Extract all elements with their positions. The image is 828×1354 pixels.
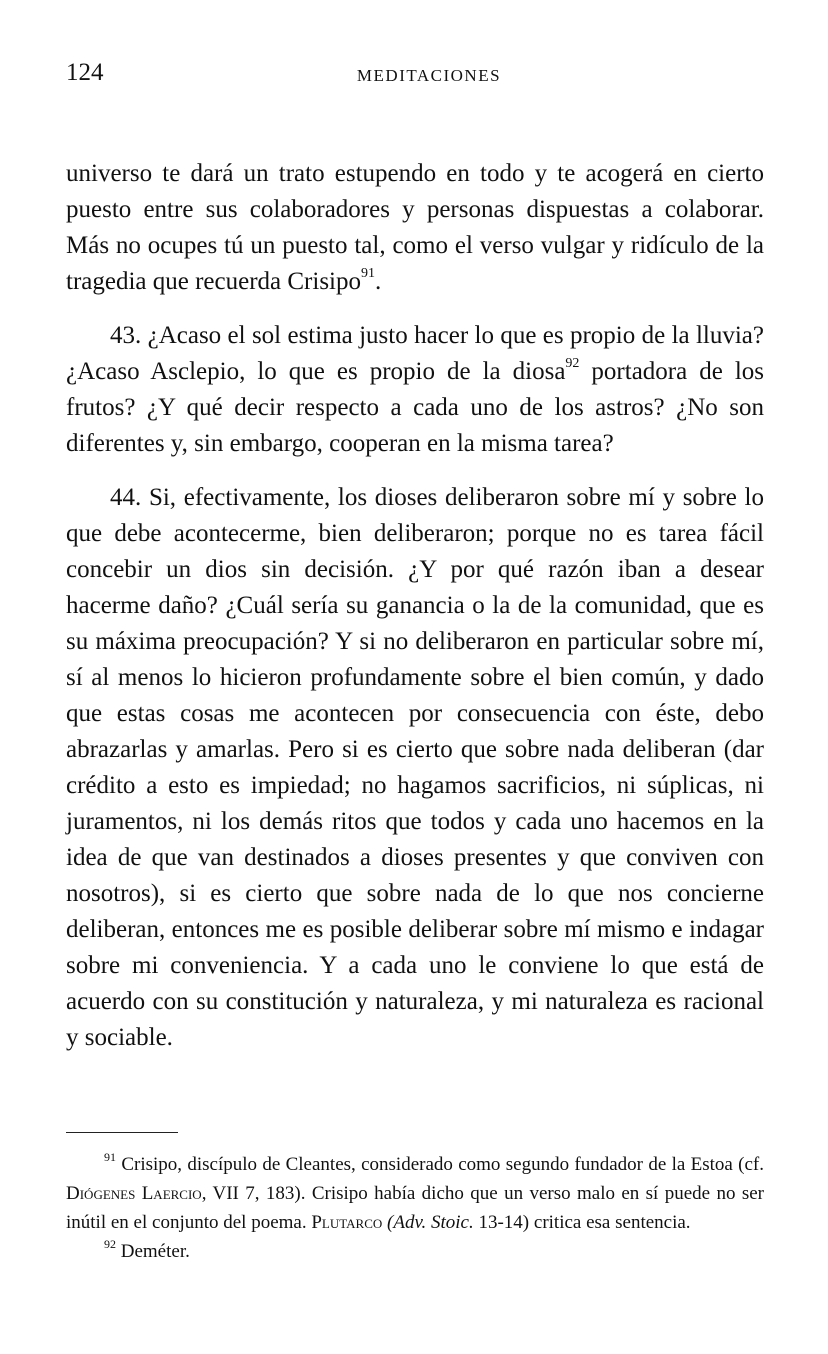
paragraph-continuation bbox=[66, 156, 764, 300]
running-title: MEDITACIONES bbox=[356, 66, 502, 85]
footnote-text: Crisipo, discípulo de Cleantes, considerado como segundo fundador de la Estoa (cf. bbox=[116, 1154, 764, 1175]
footnote-separator bbox=[66, 1132, 178, 1133]
footnote-92 bbox=[66, 1237, 764, 1266]
author-name: Plutarco bbox=[311, 1212, 383, 1233]
footnote-text: , VII 7, 183). Crisipo había dicho que un verso malo en sí puede no ser inútil en el conjunto del poema. bbox=[66, 1183, 764, 1233]
footnotes bbox=[66, 1150, 764, 1266]
paragraph-text: universo te dará un trato estupendo en todo y te acogerá en cierto puesto entre sus colaboradores y personas dispuestas a colaborar. Más no ocupes tú un puesto tal, como el verso vulgar y ridículo de la tragedia que recuerda Crisipo bbox=[66, 160, 764, 295]
footnote-91 bbox=[66, 1150, 764, 1237]
paragraph-text: 43. ¿Acaso el sol estima justo hacer lo que es propio de la lluvia? ¿Acaso Asclepio, lo que es propio de la diosa bbox=[66, 322, 764, 385]
footnote-ref-91: 91 bbox=[361, 266, 376, 281]
paragraph-44: 44. Si, efectivamente, los dioses deliberaron sobre mí y sobre lo que debe acontecerme, bien deliberaron; porque no es tarea fácil concebir un dios sin decisión. ¿Y por qué razón iban a desear hacerme daño? ¿Cuál sería su ganancia o la de la comunidad, que es su máxima preocupación? Y si no deliberaron en particular sobre mí, sí al menos lo hicieron profundamente sobre el bien común, y dado que estas cosas me acontecen por consecuencia con éste, debo abrazarlas y amarlas. Pero si es cierto que sobre nada deliberan (dar crédito a esto es impiedad; no hagamos sacrificios, ni súplicas, ni juramentos, ni los demás ritos que todos y cada uno hacemos en la idea de que van destinados a dioses presentes y que conviven con nosotros), si es cierto que sobre nada de lo que nos concierne deliberan, entonces me es posible deliberar sobre mí mismo e indagar sobre mi conveniencia. Y a cada uno le conviene lo que está de acuerdo con su constitución y naturaleza, y mi naturaleza es racional y sociable. bbox=[66, 484, 764, 1051]
footnote-text: Deméter. bbox=[116, 1241, 190, 1262]
paragraph-tail: . bbox=[375, 268, 382, 295]
footnote-text: 13-14) critica esa sentencia. bbox=[473, 1212, 691, 1233]
footnote-number: 92 bbox=[104, 1237, 116, 1251]
footnote-number: 91 bbox=[104, 1150, 116, 1164]
author-name: Diógenes Laercio bbox=[66, 1183, 202, 1204]
footnote-ref-92: 92 bbox=[565, 356, 580, 371]
paragraph-43 bbox=[66, 318, 764, 462]
paragraph-text: portadora de los frutos? ¿Y qué decir respecto a cada uno de los astros? ¿No son diferentes y, sin embargo, cooperan en la misma tarea? bbox=[66, 358, 765, 457]
main-text bbox=[66, 156, 764, 1056]
page-number: 124 bbox=[66, 59, 104, 86]
work-title: (Adv. Stoic. bbox=[387, 1212, 474, 1233]
